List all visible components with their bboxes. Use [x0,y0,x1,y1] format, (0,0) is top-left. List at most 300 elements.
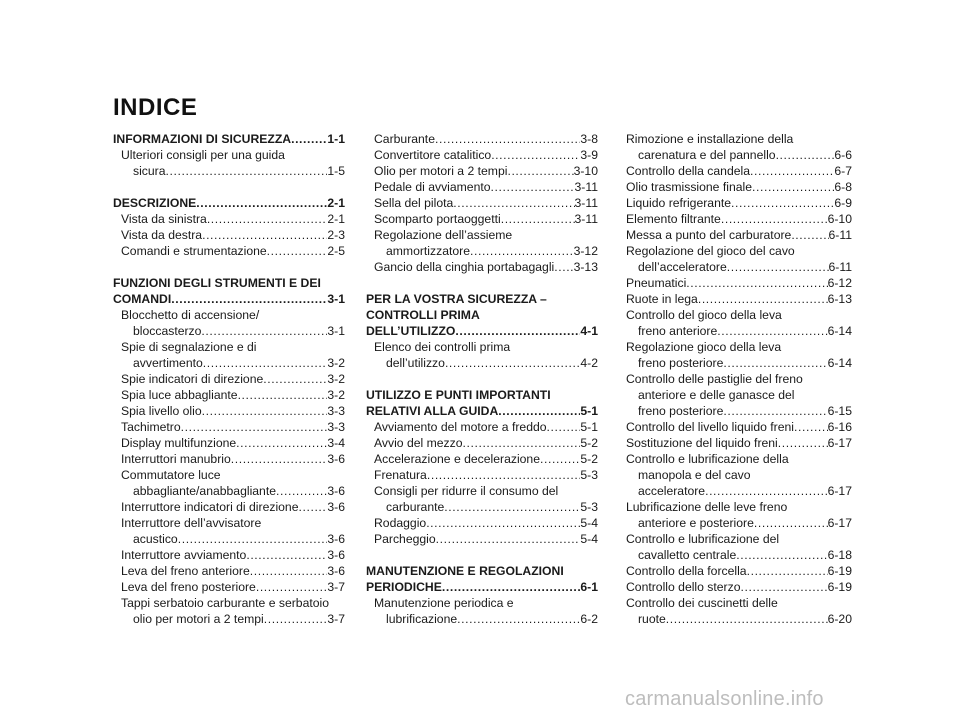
toc-entry-title: carburante [386,500,445,514]
dot-leader [263,371,327,387]
toc-entry-title: Spia livello olio [121,404,202,418]
dot-leader [442,579,581,595]
toc-page-number: 6-9 [834,196,852,210]
toc-entry[interactable] [366,419,598,435]
toc-entry[interactable] [618,195,852,211]
toc-entry[interactable] [366,243,598,259]
toc-page-number: 5-3 [580,500,598,514]
toc-entry[interactable] [366,211,598,227]
toc-entry-title: Pedale di avviamento [374,180,491,194]
toc-page-number: 3-6 [327,532,345,546]
toc-entry[interactable] [113,211,345,227]
toc-entry-title: Sostituzione del liquido freni [626,436,778,450]
dot-leader [791,227,828,243]
toc-column-3 [618,131,852,627]
toc-entry[interactable] [366,195,598,211]
toc-entry[interactable] [113,611,345,627]
toc-entry[interactable] [618,579,852,595]
toc-entry [618,531,852,547]
toc-section-heading[interactable] [366,323,598,339]
dot-leader [238,387,328,403]
page-title: INDICE [113,94,198,121]
toc-entry [618,451,852,467]
toc-entry-title: PERIODICHE [366,580,442,594]
toc-entry[interactable] [618,419,852,435]
dot-leader [686,275,827,291]
dot-leader [178,531,328,547]
dot-leader [236,435,327,451]
toc-page-number: 3-3 [327,420,345,434]
toc-entry-title: Controllo delle pastiglie del freno [626,372,803,386]
toc-entry-title: Controllo dei cuscinetti delle [626,596,778,610]
toc-entry[interactable] [113,371,345,387]
toc-page-number: 2-5 [327,244,345,258]
toc-entry-title: dell’utilizzo [386,356,445,370]
dot-leader [491,147,580,163]
toc-entry-title: CONTROLLI PRIMA [366,308,480,322]
toc-entry[interactable] [366,179,598,195]
toc-entry[interactable] [113,451,345,467]
toc-entry[interactable] [366,131,598,147]
toc-page-number: 6-12 [827,276,852,290]
toc-entry-title: olio per motori a 2 tempi [133,612,264,626]
toc-page-number: 5-2 [580,436,598,450]
toc-section-heading[interactable] [113,195,345,211]
toc-page-number: 6-14 [827,324,852,338]
dot-leader [291,131,327,147]
dot-leader [426,515,580,531]
toc-entry [618,499,852,515]
toc-page-number: 3-1 [327,324,345,338]
toc-entry-title: Controllo e lubrificazione del [626,532,780,546]
toc-entry-title: lubrificazione [386,612,458,626]
toc-entry-title: Interruttore dell’avvisatore [121,516,262,530]
dot-leader [794,419,828,435]
toc-entry [366,483,598,499]
toc-spacer [366,547,598,563]
toc-page-number: 1-1 [327,132,345,146]
toc-page-number: 3-7 [327,612,345,626]
toc-entry-title: manopola e del cavo [638,468,751,482]
toc-entry-title: Spie di segnalazione e di [121,340,257,354]
toc-page-number: 4-2 [580,356,598,370]
dot-leader [231,451,328,467]
toc-page-number: 3-7 [327,580,345,594]
dot-leader [754,515,828,531]
toc-page-number: 6-18 [827,548,852,562]
toc-page-number: 1-5 [327,164,345,178]
toc-entry[interactable] [366,259,598,275]
toc-entry-title: DESCRIZIONE [113,196,197,210]
toc-page-number: 2-1 [327,212,345,226]
toc-page-number: 5-1 [580,420,598,434]
toc-page-number: 6-14 [827,356,852,370]
toc-entry-title: Vista da sinistra [121,212,207,226]
toc-entry-title: Avvio del mezzo [374,436,463,450]
toc-entry-title: ruote [638,612,666,626]
toc-entry[interactable] [113,483,345,499]
toc-page-number: 5-3 [580,468,598,482]
dot-leader [256,579,328,595]
toc-entry-title: Controllo e lubrificazione della [626,452,789,466]
toc-section-heading [113,275,345,291]
dot-leader [778,435,828,451]
toc-page-number: 6-10 [827,212,852,226]
toc-entry [113,467,345,483]
dot-leader [727,259,829,275]
toc-entry[interactable] [618,435,852,451]
toc-page-number: 6-6 [834,148,852,162]
dot-leader [276,483,327,499]
toc-page-number: 6-19 [827,564,852,578]
dot-leader [436,531,581,547]
toc-entry [618,595,852,611]
toc-entry-title: Consigli per ridurre il consumo del [374,484,559,498]
toc-entry [113,147,345,163]
toc-page-number: 6-2 [580,612,598,626]
toc-entry-title: Tachimetro [121,420,181,434]
toc-entry[interactable] [618,483,852,499]
toc-entry-title: Lubrificazione delle leve freno [626,500,788,514]
dot-leader [246,547,327,563]
toc-entry[interactable] [366,163,598,179]
toc-entry-title: freno anteriore [638,324,718,338]
toc-entry-title: acustico [133,532,178,546]
dot-leader [181,419,328,435]
toc-entry-title: cavalletto centrale [638,548,737,562]
toc-entry[interactable] [113,163,345,179]
toc-entry-title: Controllo della forcella [626,564,747,578]
toc-page-number: 4-1 [580,324,598,338]
toc-page-number: 6-19 [827,580,852,594]
dot-leader [196,195,327,211]
toc-entry-title: Olio per motori a 2 tempi [374,164,508,178]
toc-entry[interactable] [618,163,852,179]
toc-entry[interactable] [618,211,852,227]
toc-page-number: 3-6 [327,484,345,498]
dot-leader [264,611,328,627]
dot-leader [740,579,827,595]
toc-page-number: 6-11 [828,228,852,242]
toc-entry[interactable] [618,227,852,243]
toc-entry[interactable] [113,403,345,419]
toc-spacer [366,275,598,291]
toc-entry-title: Spia luce abbagliante [121,388,238,402]
toc-entry-title: Regolazione dell’assieme [374,228,513,242]
toc-spacer [113,259,345,275]
toc-entry-title: Gancio della cinghia portabagagli [374,260,555,274]
toc-entry[interactable] [113,323,345,339]
dot-leader [491,179,575,195]
toc-page-number: 5-1 [580,404,598,418]
toc-entry-title: carenatura e del pannello [638,148,776,162]
toc-entry-title: COMANDI [113,292,172,306]
toc-entry[interactable] [113,419,345,435]
dot-leader [463,435,581,451]
toc-entry-title: Elenco dei controlli prima [374,340,511,354]
toc-entry-title: FUNZIONI DEGLI STRUMENTI E DEI [113,276,321,290]
toc-entry[interactable] [366,147,598,163]
toc-entry-title: Elemento filtrante [626,212,721,226]
toc-entry-title: freno posteriore [638,404,724,418]
toc-entry-title: Ruote in lega [626,292,698,306]
toc-section-heading [366,563,598,579]
toc-section-heading [366,307,598,323]
toc-entry-title: dell’acceleratore [638,260,727,274]
toc-entry-title: Controllo della candela [626,164,750,178]
dot-leader [731,195,834,211]
toc-page-number: 3-11 [574,180,598,194]
toc-entry[interactable] [618,275,852,291]
toc-page-number: 3-6 [327,500,345,514]
toc-entry-title: Controllo del livello liquido freni [626,420,795,434]
toc-entry-title: Ulteriori consigli per una guida [121,148,285,162]
toc-entry-title: Commutatore luce [121,468,221,482]
toc-section-heading[interactable] [113,131,345,147]
toc-entry-title: Pneumatici [626,276,687,290]
toc-entry-title: freno posteriore [638,356,724,370]
dot-leader [717,323,827,339]
toc-entry[interactable] [366,451,598,467]
toc-entry [366,595,598,611]
toc-entry-title: abbagliante/anabbagliante [133,484,276,498]
toc-page-number: 6-13 [827,292,852,306]
toc-section-heading[interactable] [366,579,598,595]
toc-section-heading [366,387,598,403]
toc-entry-title: DELL’UTILIZZO [366,324,456,338]
toc-entry[interactable] [366,355,598,371]
toc-entry[interactable] [618,515,852,531]
toc-page-number: 3-11 [574,212,598,226]
toc-entry-title: Sella del pilota [374,196,454,210]
toc-entry[interactable] [618,259,852,275]
dot-leader [752,179,834,195]
toc-entry-title: Display multifunzione [121,436,237,450]
dot-leader [498,403,580,419]
toc-page-number: 6-15 [827,404,852,418]
toc-entry-title: acceleratore [638,484,706,498]
dot-leader [540,451,580,467]
toc-entry[interactable] [113,355,345,371]
toc-entry[interactable] [618,403,852,419]
toc-entry-title: Messa a punto del carburatore [626,228,792,242]
toc-entry[interactable] [113,227,345,243]
toc-page-number: 6-17 [827,484,852,498]
toc-entry-title: Convertitore catalitico [374,148,492,162]
toc-entry-title: Interruttore indicatori di direzione [121,500,299,514]
toc-entry[interactable] [618,291,852,307]
dot-leader [723,355,827,371]
toc-section-heading [366,291,598,307]
dot-leader [444,499,580,515]
dot-leader [507,163,573,179]
toc-entry-title: MANUTENZIONE E REGOLAZIONI [366,564,564,578]
toc-entry-title: Vista da destra [121,228,203,242]
toc-entry[interactable] [618,547,852,563]
toc-entry [618,131,852,147]
toc-entry [366,227,598,243]
toc-entry-title: Rodaggio [374,516,427,530]
dot-leader [299,499,328,515]
toc-entry-title: Olio trasmissione finale [626,180,752,194]
toc-entry[interactable] [113,387,345,403]
toc-page-number: 2-1 [327,196,345,210]
dot-leader [202,227,327,243]
toc-entry[interactable] [366,467,598,483]
toc-entry-title: Parcheggio [374,532,436,546]
dot-leader [501,211,575,227]
toc-entry-title: Frenatura [374,468,427,482]
toc-entry-title: Blocchetto di accensione/ [121,308,260,322]
toc-entry-title: Tappi serbatoio carburante e serbatoio [121,596,329,610]
toc-column-2 [366,131,598,627]
dot-leader [666,611,828,627]
dot-leader [207,211,328,227]
toc-page-number: 3-9 [580,148,598,162]
toc-page-number: 2-3 [327,228,345,242]
toc-entry-title: Leva del freno anteriore [121,564,250,578]
toc-entry [618,307,852,323]
toc-entry [618,467,852,483]
toc-page-number: 3-2 [327,356,345,370]
toc-entry-title: Liquido refrigerante [626,196,732,210]
toc-spacer [366,371,598,387]
dot-leader [723,403,827,419]
toc-entry[interactable] [366,435,598,451]
dot-leader [776,147,835,163]
toc-entry[interactable] [366,611,598,627]
toc-entry[interactable] [618,323,852,339]
toc-entry-title: Manutenzione periodica e [374,596,514,610]
toc-entry [366,339,598,355]
toc-entry-title: sicura [133,164,166,178]
dot-leader [747,563,828,579]
toc-entry[interactable] [366,531,598,547]
toc-section-heading[interactable] [113,291,345,307]
toc-entry[interactable] [618,563,852,579]
toc-entry-title: Leva del freno posteriore [121,580,256,594]
toc-entry [618,339,852,355]
toc-entry [618,243,852,259]
dot-leader [736,547,827,563]
toc-entry-title: Avviamento del motore a freddo [374,420,547,434]
toc-page-number: 5-2 [580,452,598,466]
toc-entry-title: Scomparto portaoggetti [374,212,501,226]
dot-leader [435,131,580,147]
toc-entry[interactable] [366,515,598,531]
toc-entry [113,515,345,531]
toc-entry[interactable] [113,547,345,563]
toc-entry-title: Controllo del gioco della leva [626,308,782,322]
dot-leader [721,211,828,227]
toc-page-number: 6-17 [827,436,852,450]
toc-entry-title: RELATIVI ALLA GUIDA [366,404,499,418]
toc-page-number: 6-11 [828,260,852,274]
toc-entry-title: Spie indicatori di direzione [121,372,264,386]
toc-entry-title: Interruttore avviamento [121,548,247,562]
toc-page-number: 3-11 [574,196,598,210]
toc-entry[interactable] [113,435,345,451]
toc-page-number: 6-1 [580,580,598,594]
toc-entry [618,371,852,387]
toc-entry-title: Comandi e strumentazione [121,244,267,258]
toc-page-number: 3-4 [327,436,345,450]
toc-page-number: 3-13 [573,260,598,274]
dot-leader [171,291,327,307]
toc-spacer [113,179,345,195]
toc-entry[interactable] [618,179,852,195]
toc-entry-title: ammortizzatore [386,244,470,258]
toc-page-number: 3-3 [327,404,345,418]
toc-column-1 [113,131,345,627]
dot-leader [202,403,328,419]
toc-page-number: 6-7 [834,164,852,178]
dot-leader [750,163,834,179]
toc-entry [113,595,345,611]
dot-leader [427,467,581,483]
toc-entry-title: PER LA VOSTRA SICUREZZA – [366,292,547,306]
toc-entry-title: Regolazione del gioco del cavo [626,244,795,258]
toc-entry[interactable] [113,531,345,547]
toc-page-number: 6-20 [827,612,852,626]
toc-page-number: 5-4 [580,516,598,530]
toc-entry-title: bloccasterzo [133,324,202,338]
toc-entry [113,307,345,323]
toc-entry[interactable] [113,499,345,515]
toc-section-heading[interactable] [366,403,598,419]
toc-page-number: 3-1 [327,292,345,306]
toc-entry-title: INFORMAZIONI DI SICUREZZA [113,132,292,146]
toc-entry[interactable] [618,355,852,371]
dot-leader [705,483,828,499]
toc-entry[interactable] [366,499,598,515]
dot-leader [455,323,580,339]
toc-entry[interactable] [618,147,852,163]
toc-page-number: 3-10 [573,164,598,178]
toc-page-number: 3-8 [580,132,598,146]
toc-entry-title: anteriore e delle ganasce del [638,388,795,402]
toc-entry-title: avvertimento [133,356,203,370]
toc-entry-title: Interruttori manubrio [121,452,231,466]
dot-leader [267,243,328,259]
dot-leader [453,195,574,211]
toc-entry[interactable] [113,563,345,579]
dot-leader [201,323,327,339]
toc-entry-title: anteriore e posteriore [638,516,754,530]
toc-entry[interactable] [113,579,345,595]
toc-page-number: 6-16 [827,420,852,434]
toc-page-number: 3-12 [573,244,598,258]
toc-entry[interactable] [113,243,345,259]
toc-page-number: 3-6 [327,548,345,562]
toc-page-number: 3-6 [327,564,345,578]
toc-page-number: 3-6 [327,452,345,466]
toc-entry-title: Regolazione gioco della leva [626,340,782,354]
toc-entry-title: Controllo dello sterzo [626,580,741,594]
toc-entry-title: Rimozione e installazione della [626,132,794,146]
toc-entry-title: UTILIZZO E PUNTI IMPORTANTI [366,388,551,402]
toc-page-number: 6-17 [827,516,852,530]
toc-entry [113,339,345,355]
dot-leader [470,243,574,259]
dot-leader [445,355,580,371]
toc-entry[interactable] [618,611,852,627]
toc-page-number: 6-8 [834,180,852,194]
dot-leader [547,419,581,435]
dot-leader [554,259,573,275]
toc-entry-title: Carburante [374,132,435,146]
watermark: carmanualsonline.info [625,688,824,710]
